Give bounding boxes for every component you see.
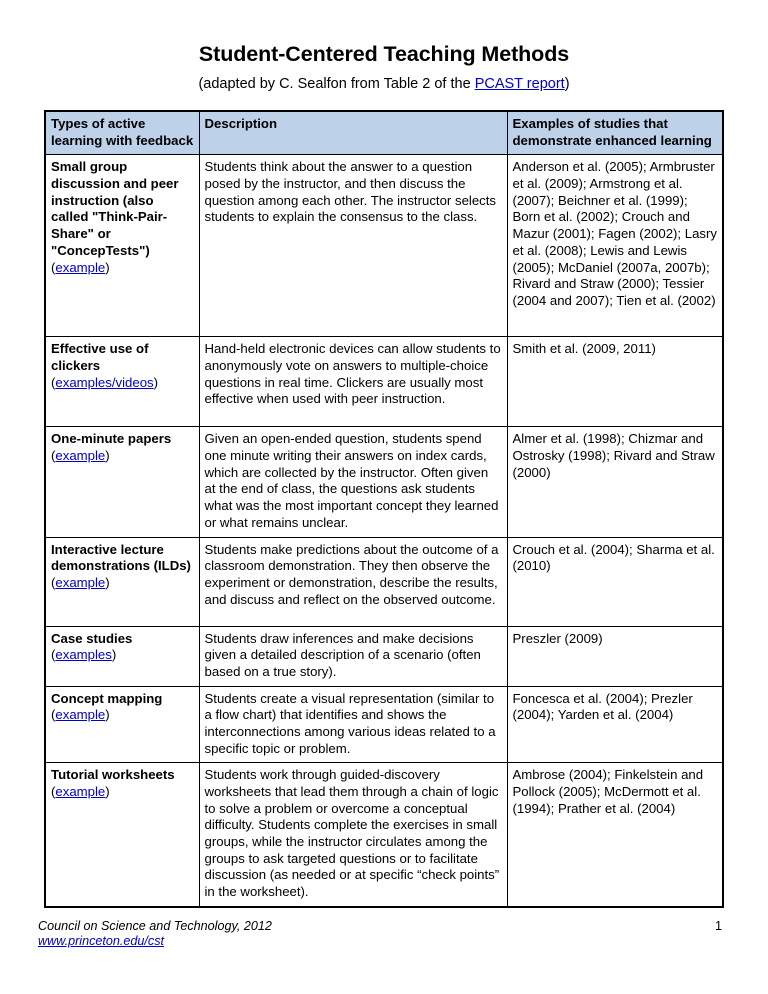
table-row xyxy=(45,537,723,626)
page-title: Student-Centered Teaching Methods xyxy=(198,42,570,66)
examples-link[interactable]: examples xyxy=(55,647,112,663)
method-link-wrapper xyxy=(51,647,194,664)
method-title: Effective use of clickers xyxy=(51,341,149,374)
subtitle-text-before: (adapted by C. Sealfon from Table 2 of the xyxy=(198,76,475,92)
table-row xyxy=(45,626,723,686)
column-header-types: Types of active learning with feedback xyxy=(45,111,199,155)
method-cell xyxy=(45,537,199,626)
method-title: Concept mapping xyxy=(51,690,163,706)
table-row xyxy=(45,155,723,337)
table-row xyxy=(45,686,723,763)
table-header xyxy=(45,111,723,155)
description-cell: Students create a visual representation (similar to a flow chart) that identifies and shows the interconnections among various ideas related to a specific topic or problem. xyxy=(199,686,507,763)
example-link[interactable]: example xyxy=(55,574,106,590)
method-link-wrapper xyxy=(51,784,194,801)
method-title: Case studies xyxy=(51,630,133,646)
method-link-wrapper xyxy=(51,575,194,592)
table-row xyxy=(45,427,723,537)
studies-cell: Smith et al. (2009, 2011) xyxy=(507,337,723,427)
description-cell: Students draw inferences and make decisions given a detailed description of a scenario (often based on a true story). xyxy=(199,626,507,686)
method-link-wrapper xyxy=(51,448,194,465)
description-cell: Students work through guided-discovery worksheets that lead them through a chain of logic to solve a problem or overcome a conceptual difficulty. Students complete the exercises in small groups, while the instructor circulates among the groups to ask targeted questions or to facilitate discussion (as needed or at specific “check points” in the worksheet). xyxy=(199,763,507,907)
paren-close: ) xyxy=(105,784,110,799)
example-link[interactable]: example xyxy=(55,448,106,464)
paren-close: ) xyxy=(153,374,159,390)
page-number: 1 xyxy=(714,919,722,933)
method-cell xyxy=(45,155,199,337)
subtitle-text-after: ) xyxy=(564,76,570,92)
table-row xyxy=(45,337,723,427)
paren-close: ) xyxy=(111,647,117,663)
method-cell xyxy=(45,626,199,686)
method-link-wrapper xyxy=(51,260,194,277)
table-row xyxy=(45,763,723,907)
description-cell: Given an open-ended question, students spend one minute writing their answers on index cards, which are collected by the instructor. Often given at the end of class, the questions ask students what was the most important concept they learned or what remains unclear. xyxy=(199,427,507,537)
method-link-wrapper xyxy=(51,375,194,392)
paren-close: ) xyxy=(105,707,110,723)
method-title: Small group discussion and peer instruction (also called "Think-Pair-Share" or "ConcepTests") xyxy=(51,159,179,258)
method-title: Tutorial worksheets xyxy=(51,767,175,783)
pcast-report-link[interactable]: PCAST report xyxy=(474,76,565,92)
example-link[interactable]: example xyxy=(55,707,106,723)
example-link[interactable]: example xyxy=(55,259,106,275)
method-cell xyxy=(45,686,199,763)
table-header-row xyxy=(45,111,723,155)
footer-organization: Council on Science and Technology, 2012 xyxy=(38,919,272,933)
paren-close: ) xyxy=(105,448,110,464)
paren-open: ( xyxy=(51,259,56,275)
paren-open: ( xyxy=(51,448,56,464)
example-link[interactable]: example xyxy=(55,784,106,799)
studies-cell: Almer et al. (1998); Chizmar and Ostrosky (1998); Rivard and Straw (2000) xyxy=(507,427,723,537)
table-body xyxy=(45,155,723,907)
studies-cell: Anderson et al. (2005); Armbruster et al. (2009); Armstrong et al. (2007); Beichner et al. (1999); Born et al. (2002); Crouch and Mazur (2001); Fagen (2002); Lasry et al. (2008); Lewis and Lewis (2005); McDaniel (2007a, 2007b); Rivard and Straw (2000); Tessier (2004 and 2007); Tien et al. (2002) xyxy=(507,155,723,337)
paren-open: ( xyxy=(51,647,56,663)
studies-cell: Foncesca et al. (2004); Prezler (2004); Yarden et al. (2004) xyxy=(507,686,723,763)
description-cell: Students think about the answer to a question posed by the instructor, and then discuss the question among each other. The instructor selects students to explain the consensus to the class. xyxy=(199,155,507,337)
paren-close: ) xyxy=(105,574,110,590)
paren-open: ( xyxy=(51,374,56,390)
description-cell: Hand-held electronic devices can allow students to anonymously vote on answers to multiple-choice questions in real time. Clickers are usually most effective when used with peer instruction. xyxy=(199,337,507,427)
method-link-wrapper xyxy=(51,707,194,724)
method-cell xyxy=(45,337,199,427)
studies-cell: Crouch et al. (2004); Sharma et al. (2010) xyxy=(507,537,723,626)
studies-cell: Ambrose (2004); Finkelstein and Pollock (2005); McDermott et al. (1994); Prather et al. (2004) xyxy=(507,763,723,907)
page-subtitle xyxy=(0,76,768,92)
description-cell: Students make predictions about the outcome of a classroom demonstration. They then observe the experiment or demonstration, describe the results, and discuss and reflect on the observed outcome. xyxy=(199,537,507,626)
paren-close: ) xyxy=(105,259,110,275)
examples-videos-link[interactable]: examples/videos xyxy=(55,374,154,390)
paren-open: ( xyxy=(51,574,56,590)
paren-open: ( xyxy=(51,784,56,799)
method-cell xyxy=(45,427,199,537)
column-header-description: Description xyxy=(199,111,507,155)
paren-open: ( xyxy=(51,707,56,723)
cst-website-link[interactable]: www.princeton.edu/cst xyxy=(38,934,164,948)
method-title: Interactive lecture demonstrations (ILDs) xyxy=(51,541,191,574)
studies-cell: Preszler (2009) xyxy=(507,626,723,686)
method-title: One-minute papers xyxy=(51,431,172,447)
footer-url-wrapper xyxy=(38,934,272,948)
method-cell xyxy=(45,763,199,907)
column-header-examples: Examples of studies that demonstrate enhanced learning xyxy=(507,111,723,155)
teaching-methods-table xyxy=(44,110,724,908)
